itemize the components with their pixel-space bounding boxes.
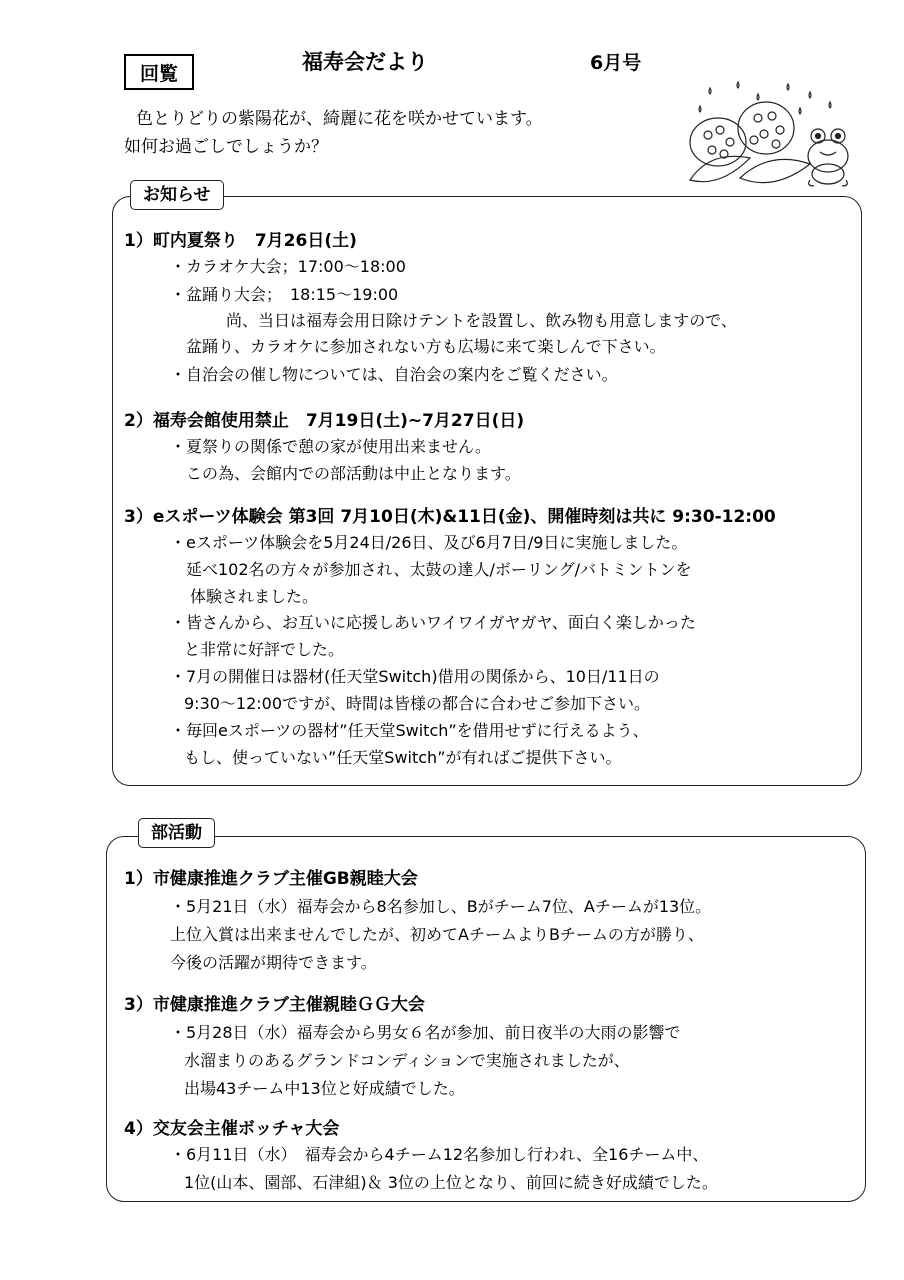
notice-3-line-8: ・毎回eスポーツの器材”任天堂Switch”を借用せずに行えるよう、 xyxy=(170,721,649,740)
notice-2-heading: 2）福寿会館使用禁止 7月19日(土)~7月27日(日) xyxy=(124,411,525,431)
page-title: 福寿会だより xyxy=(302,50,428,74)
issue-label: 6月号 xyxy=(590,52,642,74)
club-3-line-1: ・5月28日（水）福寿会から男女６名が参加、前日夜半の大雨の影響で xyxy=(170,1023,681,1042)
club-3-line-3: 出場43チーム中13位と好成績でした。 xyxy=(184,1079,465,1098)
notice-1-line-2: ・盆踊り大会； 18:15～19:00 xyxy=(170,285,399,304)
club-4-line-1: ・6月11日（水） 福寿会から4チーム12名参加し行われ、全16チーム中、 xyxy=(170,1145,709,1164)
club-4-line-2: 1位(山本、園部、石津組)＆ 3位の上位となり、前回に続き好成績でした。 xyxy=(184,1173,718,1192)
notice-3-line-9: もし、使っていない”任天堂Switch”が有ればご提供下さい。 xyxy=(184,748,622,767)
club-1-line-3: 今後の活躍が期待できます。 xyxy=(170,953,377,972)
notice-3-line-3: 体験されました。 xyxy=(190,587,319,606)
club-1-heading: 1）市健康推進クラブ主催GB親睦大会 xyxy=(124,869,418,889)
notice-3-line-1: ・eスポーツ体験会を5月24日/26日、及び6月7日/9日に実施しました。 xyxy=(170,533,688,552)
club-1-line-2: 上位入賞は出来ませんでしたが、初めてAチームよりBチームの方が勝り、 xyxy=(170,925,704,944)
notice-3-line-2: 延べ102名の方々が参加され、太鼓の達人/ボーリング/バトミントンを xyxy=(186,560,692,579)
intro-line-1: 色とりどりの紫陽花が、綺麗に花を咲かせています。 xyxy=(136,109,543,129)
club-4-heading: 4）交友会主催ボッチャ大会 xyxy=(124,1119,340,1139)
circular-label: 回覧 xyxy=(124,54,194,90)
notice-1-line-5: ・自治会の催し物については、自治会の案内をご覧ください。 xyxy=(170,365,618,384)
notice-2-line-2: この為、会館内での部活動は中止となります。 xyxy=(186,464,521,483)
notice-3-line-6: ・7月の開催日は器材(任天堂Switch)借用の関係から、10日/11日の xyxy=(170,667,660,686)
notice-1-line-1: ・カラオケ大会；17:00～18:00 xyxy=(170,257,406,276)
notice-3-line-5: と非常に好評でした。 xyxy=(184,640,345,659)
notice-3-line-4: ・皆さんから、お互いに応援しあいワイワイガヤガヤ、面白く楽しかった xyxy=(170,613,696,632)
hydrangea-frog-illustration xyxy=(680,80,860,195)
notice-1-heading: 1）町内夏祭り 7月26日(土) xyxy=(124,231,357,251)
club-1-line-1: ・5月21日（水）福寿会から8名参加し、Bがチーム7位、Aチームが13位。 xyxy=(170,897,712,916)
club-3-line-2: 水溜まりのあるグランドコンディションで実施されましたが、 xyxy=(184,1051,630,1070)
notice-3-heading: 3）eスポーツ体験会 第3回 7月10日(木)&11日(金)、開催時刻は共に 9:30-12:00 xyxy=(124,507,776,527)
clubs-tab: 部活動 xyxy=(138,818,215,848)
club-3-heading: 3）市健康推進クラブ主催親睦ＧＧ大会 xyxy=(124,995,425,1015)
notice-2-line-1: ・夏祭りの関係で憩の家が使用出来ません。 xyxy=(170,437,491,456)
notice-3-line-7: 9:30～12:00ですが、時間は皆様の都合に合わせご参加下さい。 xyxy=(184,694,651,713)
notice-1-line-3: 尚、当日は福寿会用日除けテントを設置し、飲み物も用意しますので、 xyxy=(226,311,737,330)
notices-tab: お知らせ xyxy=(130,180,224,210)
notice-1-line-4: 盆踊り、カラオケに参加されない方も広場に来て楽しんで下さい。 xyxy=(186,337,666,356)
intro-line-2: 如何お過ごしでしょうか？ xyxy=(124,137,328,157)
